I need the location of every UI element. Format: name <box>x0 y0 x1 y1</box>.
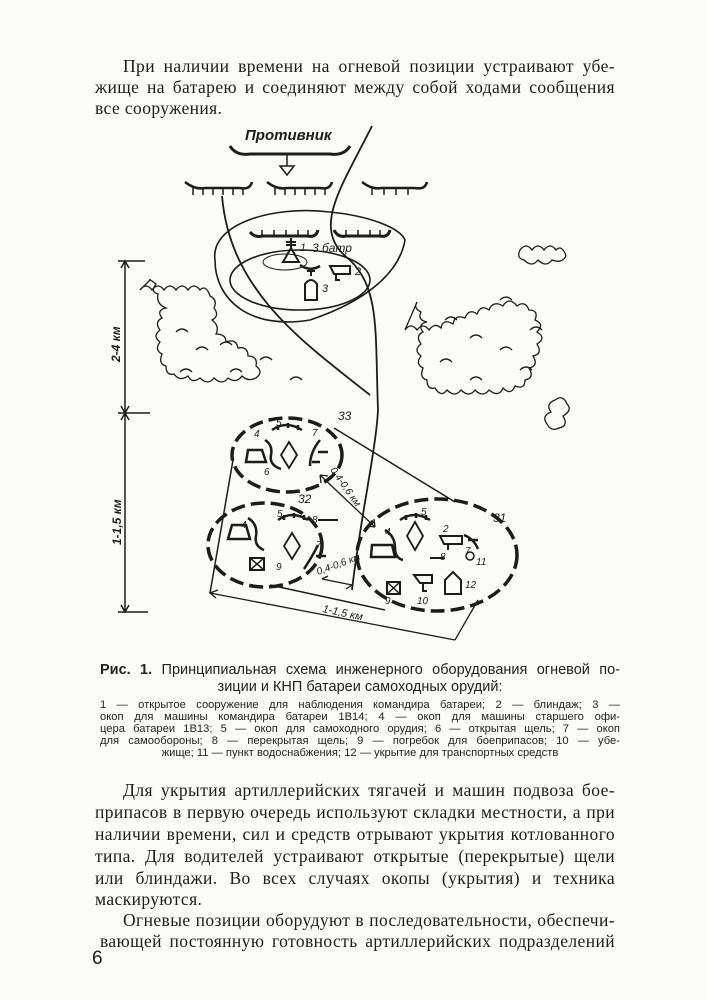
text-line: все сооружения. <box>95 98 223 118</box>
label: 5 <box>276 418 282 429</box>
depth-dimension <box>118 261 150 612</box>
legend-line: цера батареи 1В13; 5 — окоп для самоходного орудия; 6 — открытая щель; 7 — окоп <box>100 723 620 735</box>
width-label: 1-1,5 км <box>321 603 364 624</box>
label: 8 <box>312 515 318 526</box>
label: 11 <box>476 557 487 568</box>
label-3: 3 <box>322 283 329 295</box>
text-line: вающей постоянную готовность артиллерийских подразделений <box>100 931 615 951</box>
vehicle-cover-icon <box>445 572 461 594</box>
text-line: Огневые позиции оборудуют в последовательности, обеспечи- <box>123 910 615 930</box>
route-line <box>222 196 370 395</box>
label: 4 <box>241 520 247 531</box>
label-2: 2 <box>355 266 362 278</box>
label: 5 <box>277 509 283 520</box>
label: 7 <box>465 546 471 557</box>
gun-icon <box>281 442 297 468</box>
text-line: При наличии времени на огневой позиции устраивают убе- <box>123 56 615 76</box>
label: 4 <box>385 527 391 538</box>
label-33: 33 <box>338 409 352 423</box>
label-1: 1 <box>300 242 307 254</box>
battery-label: 3 батр <box>312 241 352 255</box>
label: 6 <box>264 467 270 478</box>
label: 8 <box>440 552 446 563</box>
label: 12 <box>465 580 477 591</box>
text-line: Для укрытия артиллерийских тягачей и машин подвоза бое- <box>123 780 615 800</box>
position-icons <box>228 423 478 594</box>
spacing-arrow <box>322 576 352 589</box>
text-line: маскируются. <box>95 889 203 909</box>
label: 5 <box>421 507 427 518</box>
depth-label: 2-4 км <box>109 326 123 362</box>
front-label: 1-1,5 км <box>110 499 124 545</box>
spacing-label: 0,4-0,6 км <box>315 551 362 578</box>
shelter-icon <box>414 575 432 591</box>
kp-trenches <box>250 230 390 237</box>
label: 4 <box>254 429 260 440</box>
label: 7 <box>316 540 322 551</box>
text-line: или блиндажи. Во всех случаях окопы (укрытия) и техника <box>95 868 615 888</box>
text-line: наличии времени, сил и средств отрывают укрытия котлованного <box>95 824 615 844</box>
caption-title: Принципиальная схема инженерного оборудования огневой по- <box>161 662 620 678</box>
label: 9 <box>276 562 282 573</box>
label-31: 31 <box>493 511 507 525</box>
label-32: 32 <box>298 492 312 506</box>
label: 7 <box>312 428 318 439</box>
direction-arrow <box>280 155 294 175</box>
caption-title-line: зиции и КНП батареи самоходных орудий: <box>217 679 503 695</box>
label: 9 <box>385 596 391 607</box>
figure-number: Рис. 1. <box>100 662 153 678</box>
legend-line: для самообороны; 8 — перекрытая щель; 9 — погребок для боеприпасов; 10 — убе- <box>100 735 620 747</box>
text-line: типа. Для водителей устраивают открытые (перекрытые) щели <box>95 846 615 866</box>
enemy-trenches <box>185 182 427 195</box>
legend-line: 1 — открытое сооружение для наблюдения командира батареи; 2 — блиндаж; 3 — <box>100 699 620 711</box>
page-number: 6 <box>92 948 103 969</box>
command-vehicle-icon <box>305 268 317 300</box>
legend-line: жище; 11 — пункт водоснабжения; 12 — укрытие для транспортных средств <box>161 747 559 759</box>
caption-title-line <box>100 662 620 679</box>
text-line: припасов в первую очередь используют складки местности, а при <box>95 802 615 822</box>
legend-line: окоп для машины командира батареи 1В14; 4 — окоп для машины старшего офи- <box>100 711 620 723</box>
label: 2 <box>443 524 449 535</box>
spacing-label: 0,4-0,6 км <box>327 465 363 509</box>
dugout-icon <box>330 266 350 280</box>
text-line: жище на батарею и соединяют между собой ходами сообщения <box>95 77 615 97</box>
label: 10 <box>417 596 429 607</box>
enemy-label: Противник <box>245 127 332 144</box>
enemy-front-bracket <box>230 146 350 154</box>
